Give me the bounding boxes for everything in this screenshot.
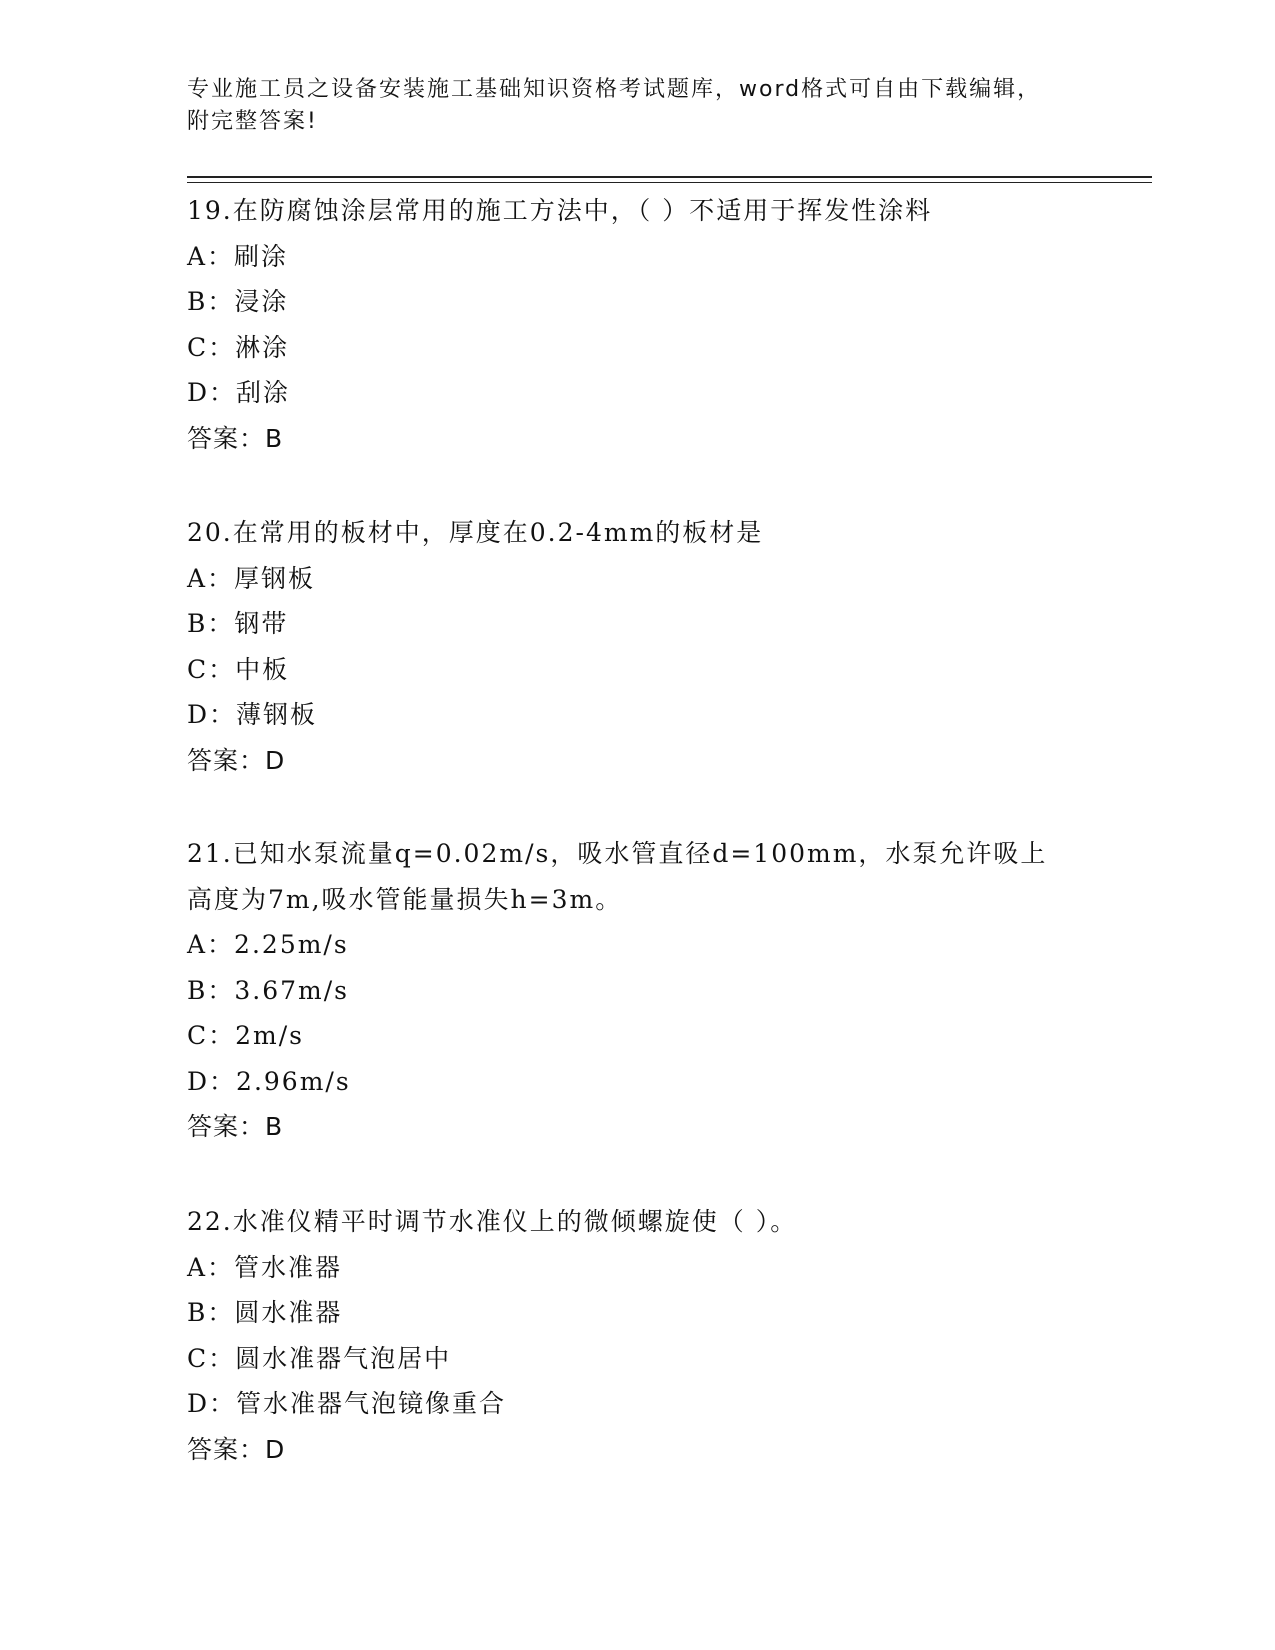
option-a: A：2.25m/s: [187, 930, 349, 959]
question-stem: 20.在常用的板材中，厚度在0.2-4mm的板材是: [187, 518, 764, 547]
option-c: C：2m/s: [187, 1021, 304, 1050]
answer: 答案：B: [187, 423, 284, 453]
option-c: C：淋涂: [187, 332, 290, 362]
document-header: [187, 74, 1147, 138]
question-19: [187, 188, 1147, 461]
answer: 答案：D: [187, 1434, 286, 1464]
option-b: B：3.67m/s: [187, 975, 349, 1005]
header-divider-thick: [187, 176, 1152, 178]
answer: 答案：B: [187, 1112, 284, 1141]
option-d: D：刮涂: [187, 378, 291, 407]
header-line-2: 附完整答案!: [187, 109, 318, 134]
option-c: C：中板: [187, 654, 290, 684]
option-a: A：刷涂: [187, 241, 289, 271]
header-divider-thin: [187, 182, 1152, 183]
option-d: D：2.96m/s: [187, 1066, 351, 1096]
answer: 答案：D: [187, 745, 286, 775]
option-c: C：圆水准器气泡居中: [187, 1343, 452, 1373]
option-b: B：浸涂: [187, 287, 289, 316]
option-d: D：管水准器气泡镜像重合: [187, 1389, 507, 1418]
question-stem: 21.已知水泵流量q=0.02m/s，吸水管直径d=100mm，水泵允许吸上高度为7m,吸水管能量损失h=3m。: [187, 839, 1048, 914]
option-b: B：钢带: [187, 609, 289, 638]
question-22: [187, 1199, 1147, 1472]
header-line-1: 专业施工员之设备安装施工基础知识资格考试题库，word格式可自由下载编辑，: [187, 77, 1042, 102]
question-21: [187, 831, 1147, 1150]
option-b: B：圆水准器: [187, 1298, 343, 1327]
question-stem: 22.水准仪精平时调节水准仪上的微倾螺旋使（ ）。: [187, 1207, 798, 1236]
option-a: A：厚钢板: [187, 563, 316, 593]
option-a: A：管水准器: [187, 1252, 343, 1282]
question-stem: 19.在防腐蚀涂层常用的施工方法中，（ ）不适用于挥发性涂料: [187, 196, 933, 225]
option-d: D：薄钢板: [187, 700, 318, 729]
question-20: [187, 510, 1147, 783]
